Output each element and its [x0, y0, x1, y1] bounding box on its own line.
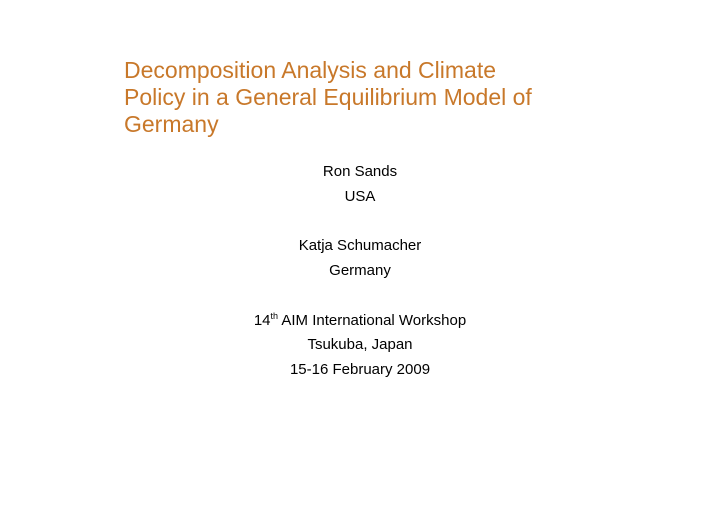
event-location: Tsukuba, Japan: [307, 336, 413, 353]
slide-title-line: Decomposition Analysis and Climate: [124, 57, 497, 83]
event-name: [0, 312, 720, 330]
slide-title-line: Policy in a General Equilibrium Model of: [124, 84, 532, 110]
event-number: 14: [253, 312, 271, 329]
event-title: AIM International Workshop: [281, 312, 467, 329]
author-name: Katja Schumacher: [298, 237, 422, 254]
author-country: USA: [344, 188, 376, 205]
author-country: Germany: [329, 262, 391, 279]
event-date: 15-16 February 2009: [289, 361, 431, 378]
author-name: Ron Sands: [322, 163, 398, 180]
slide-title: [124, 57, 684, 138]
slide-title-line: Germany: [124, 111, 219, 137]
event-ordinal-suffix: th: [270, 311, 279, 321]
